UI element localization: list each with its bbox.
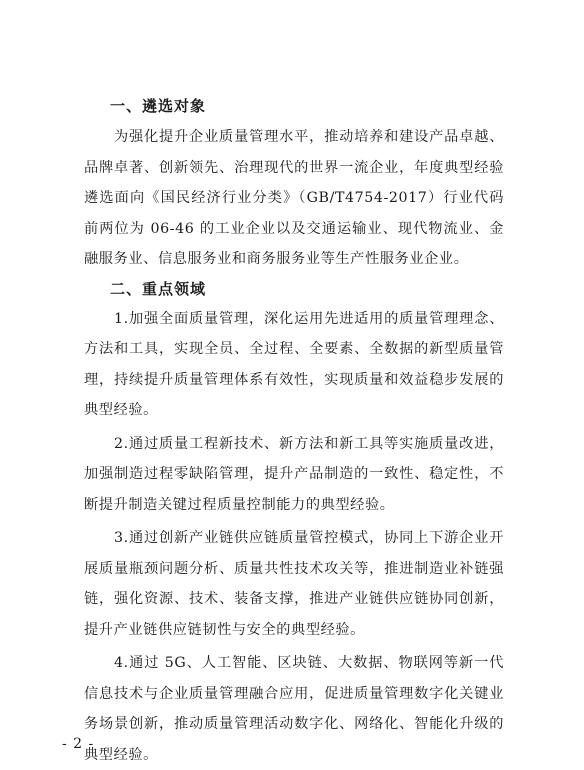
paragraph-key-area-1: 1.加强全面质量管理，深化运用先进适用的质量管理理念、方法和工具，实现全员、全过程、全要素、全数据的新型质量管理，持续提升质量管理体系有效性，实现质量和效益稳步发展的典型经验。 <box>84 310 504 418</box>
page-number: - 2 - <box>62 736 95 752</box>
section-heading-key-areas: 二、重点领域 <box>110 279 207 298</box>
document-body <box>84 92 504 770</box>
paragraph-key-area-3: 3.通过创新产业链供应链质量管控模式，协同上下游企业开展质量瓶颈问题分析、质量共性技术攻关等，推进制造业补链强链，强化资源、技术、装备支撑，推进产业链供应链协同创新，提升产业链供应链韧性与安全的典型经验。 <box>84 530 504 638</box>
section-heading-selection-targets: 一、遴选对象 <box>110 97 207 115</box>
paragraph-key-area-2: 2.通过质量工程新技术、新方法和新工具等实施质量改进，加强制造过程零缺陷管理，提升产品制造的一致性、稳定性，不断提升制造关键过程质量控制能力的典型经验。 <box>84 435 504 513</box>
paragraph-key-area-4: 4.通过 5G、人工智能、区块链、大数据、物联网等新一代信息技术与企业质量管理融合应用，促进质量管理数字化关键业务场景创新，推动质量管理活动数字化、网络化、智能化升级的典型经验。 <box>84 655 504 763</box>
paragraph-selection-targets: 为强化提升企业质量管理水平，推动培养和建设产品卓越、品牌卓著、创新领先、治理现代的世界一流企业，年度典型经验遴选面向《国民经济行业分类》（GB/T4754-2017）行业代码前两位为 06-46 的工业企业以及交通运输业、现代物流业、金融服务业、信息服务业和商务服务业等生产性服务业企业。 <box>84 129 504 267</box>
